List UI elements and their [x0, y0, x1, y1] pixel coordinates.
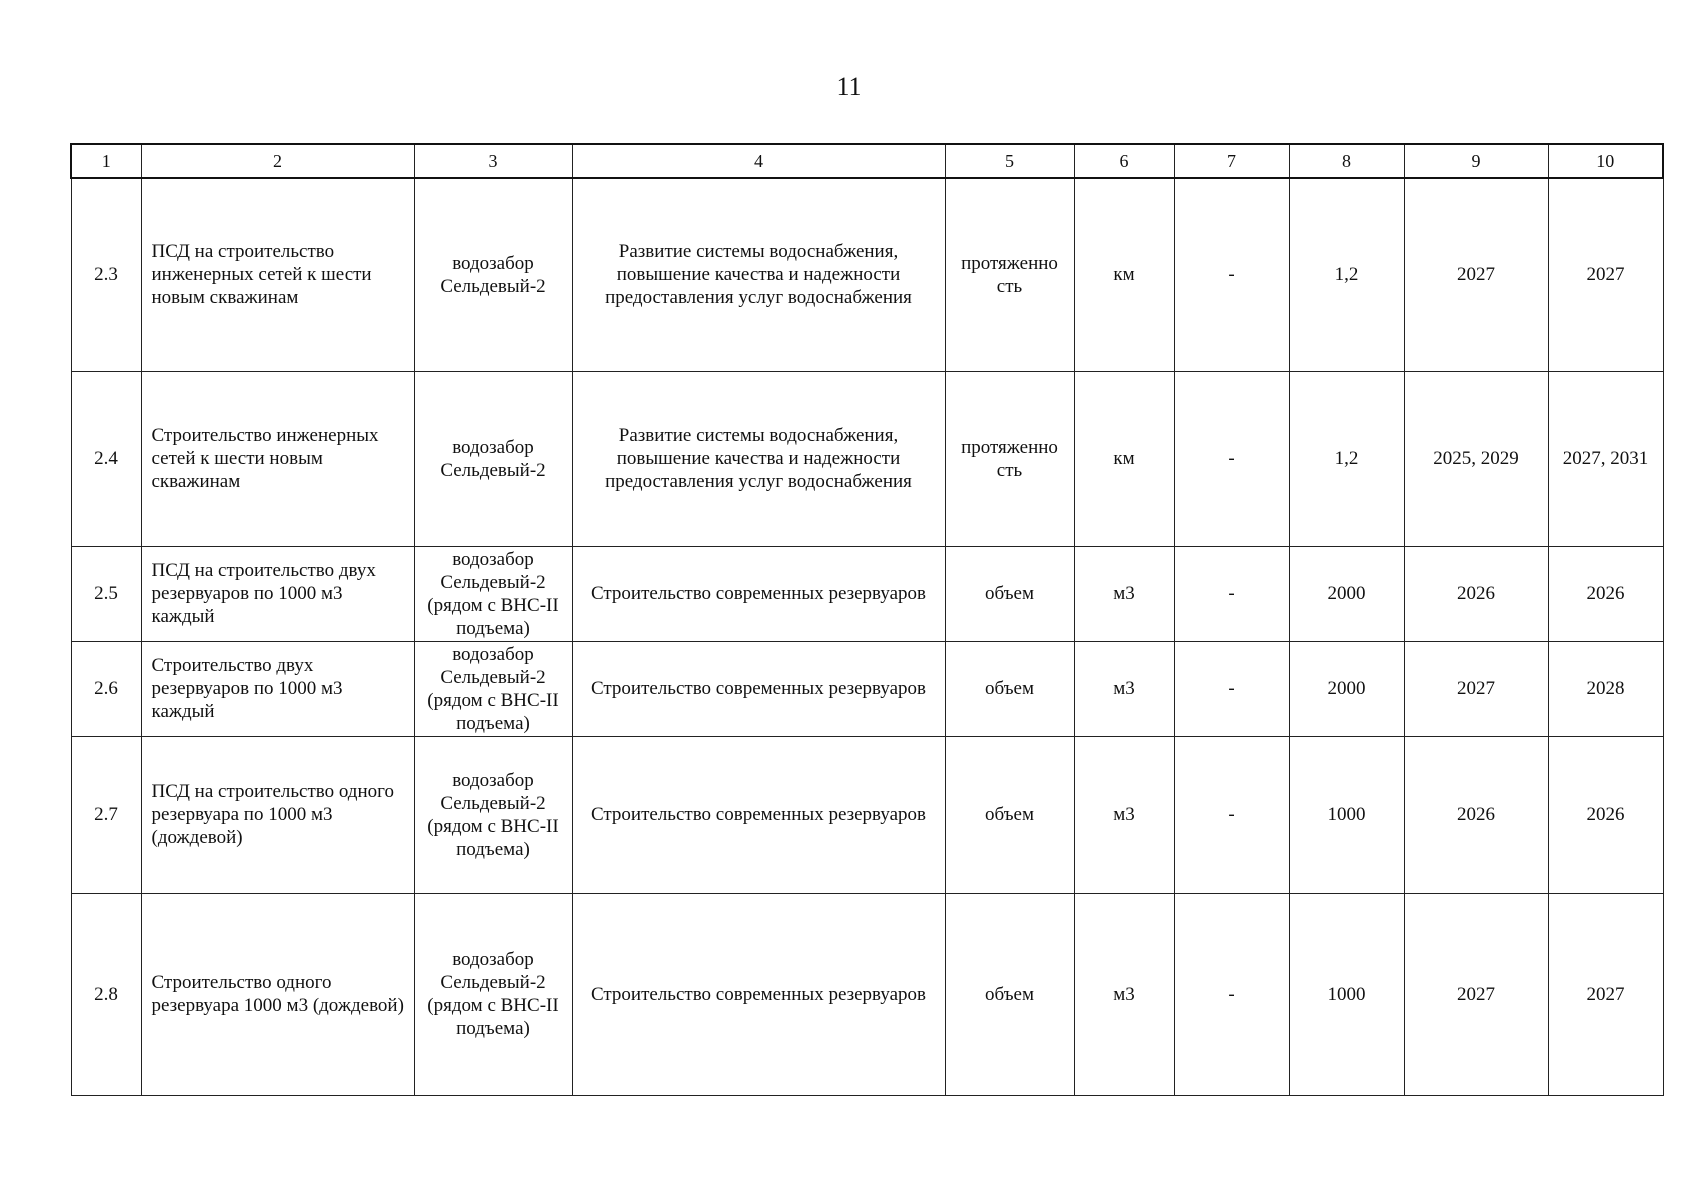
row-number-cell: 2.8	[71, 893, 141, 1095]
column-10-cell: 2026	[1548, 546, 1663, 641]
column-8-cell: 2000	[1289, 641, 1404, 736]
table-row	[71, 736, 1663, 893]
location-cell: водозабор Сельдевый-2	[414, 178, 572, 371]
unit-cell: м3	[1074, 546, 1174, 641]
measure-name-cell: Строительство одного резервуара 1000 м3 (дождевой)	[141, 893, 414, 1095]
unit-cell: м3	[1074, 736, 1174, 893]
goal-cell: Строительство современных резервуаров	[572, 893, 945, 1095]
table-row	[71, 371, 1663, 546]
table-row	[71, 893, 1663, 1095]
column-10-cell: 2026	[1548, 736, 1663, 893]
header-cell: 5	[945, 144, 1074, 178]
column-7-cell: -	[1174, 736, 1289, 893]
row-number-cell: 2.4	[71, 371, 141, 546]
column-7-cell: -	[1174, 546, 1289, 641]
measure-name-cell: ПСД на строительство двух резервуаров по 1000 м3 каждый	[141, 546, 414, 641]
indicator-cell: объем	[945, 546, 1074, 641]
column-9-cell: 2026	[1404, 736, 1548, 893]
header-cell: 7	[1174, 144, 1289, 178]
column-10-cell: 2028	[1548, 641, 1663, 736]
header-cell: 6	[1074, 144, 1174, 178]
header-cell: 1	[71, 144, 141, 178]
column-9-cell: 2027	[1404, 893, 1548, 1095]
header-cell: 9	[1404, 144, 1548, 178]
column-8-cell: 1000	[1289, 736, 1404, 893]
column-10-cell: 2027	[1548, 893, 1663, 1095]
location-cell: водозабор Сельдевый-2 (рядом с ВНС-II подъема)	[414, 641, 572, 736]
column-7-cell: -	[1174, 641, 1289, 736]
goal-cell: Развитие системы водоснабжения, повышение качества и надежности предоставления услуг водоснабжения	[572, 178, 945, 371]
table-row	[71, 641, 1663, 736]
measure-name-cell: Строительство двух резервуаров по 1000 м3 каждый	[141, 641, 414, 736]
column-8-cell: 1,2	[1289, 371, 1404, 546]
goal-cell: Строительство современных резервуаров	[572, 736, 945, 893]
column-8-cell: 1000	[1289, 893, 1404, 1095]
page-number: 11	[836, 72, 862, 101]
header-cell: 2	[141, 144, 414, 178]
header-cell: 4	[572, 144, 945, 178]
row-number-cell: 2.7	[71, 736, 141, 893]
header-cell: 10	[1548, 144, 1663, 178]
header-cell: 3	[414, 144, 572, 178]
column-8-cell: 1,2	[1289, 178, 1404, 371]
goal-cell: Развитие системы водоснабжения, повышение качества и надежности предоставления услуг водоснабжения	[572, 371, 945, 546]
column-9-cell: 2027	[1404, 641, 1548, 736]
location-cell: водозабор Сельдевый-2 (рядом с ВНС-II подъема)	[414, 546, 572, 641]
unit-cell: м3	[1074, 641, 1174, 736]
column-9-cell: 2026	[1404, 546, 1548, 641]
indicator-cell: объем	[945, 641, 1074, 736]
goal-cell: Строительство современных резервуаров	[572, 641, 945, 736]
measure-name-cell: Строительство инженерных сетей к шести новым скважинам	[141, 371, 414, 546]
header-row	[71, 144, 1663, 178]
location-cell: водозабор Сельдевый-2 (рядом с ВНС-II подъема)	[414, 736, 572, 893]
indicator-cell: протяженно сть	[945, 178, 1074, 371]
row-number-cell: 2.3	[71, 178, 141, 371]
row-number-cell: 2.6	[71, 641, 141, 736]
indicator-cell: объем	[945, 736, 1074, 893]
measures-table	[70, 143, 1664, 1096]
indicator-cell: объем	[945, 893, 1074, 1095]
location-cell: водозабор Сельдевый-2 (рядом с ВНС-II подъема)	[414, 893, 572, 1095]
measure-name-cell: ПСД на строительство инженерных сетей к шести новым скважинам	[141, 178, 414, 371]
column-10-cell: 2027, 2031	[1548, 371, 1663, 546]
row-number-cell: 2.5	[71, 546, 141, 641]
column-9-cell: 2025, 2029	[1404, 371, 1548, 546]
goal-cell: Строительство современных резервуаров	[572, 546, 945, 641]
column-10-cell: 2027	[1548, 178, 1663, 371]
indicator-cell: протяженно сть	[945, 371, 1074, 546]
unit-cell: м3	[1074, 893, 1174, 1095]
column-7-cell: -	[1174, 178, 1289, 371]
column-9-cell: 2027	[1404, 178, 1548, 371]
table-row	[71, 546, 1663, 641]
unit-cell: км	[1074, 371, 1174, 546]
column-7-cell: -	[1174, 371, 1289, 546]
table-row	[71, 178, 1663, 371]
column-7-cell: -	[1174, 893, 1289, 1095]
column-8-cell: 2000	[1289, 546, 1404, 641]
location-cell: водозабор Сельдевый-2	[414, 371, 572, 546]
measure-name-cell: ПСД на строительство одного резервуара по 1000 м3 (дождевой)	[141, 736, 414, 893]
unit-cell: км	[1074, 178, 1174, 371]
header-cell: 8	[1289, 144, 1404, 178]
